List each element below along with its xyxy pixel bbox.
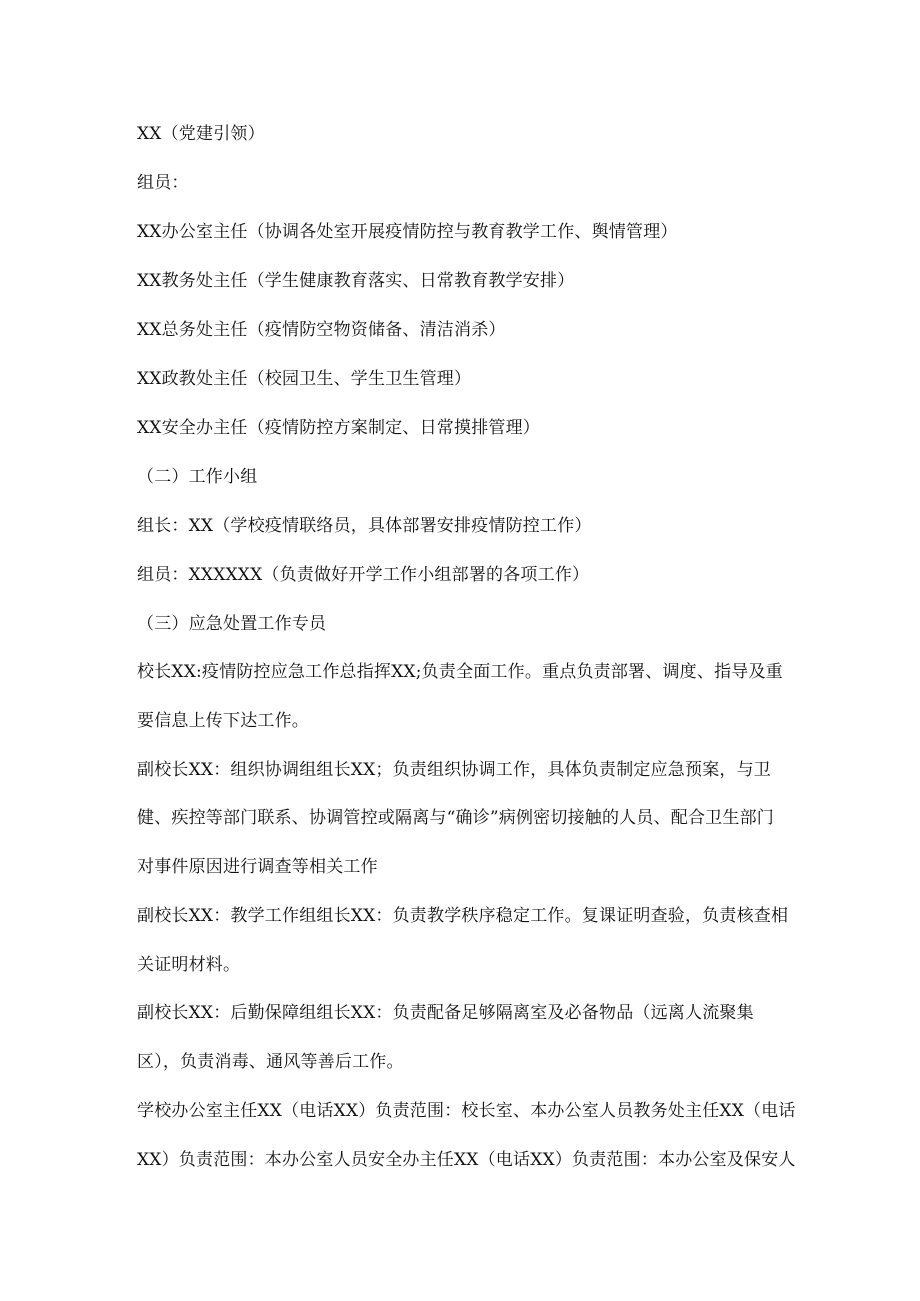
text-line: 关证明材料。 bbox=[137, 955, 241, 975]
text-line: XX（党建引领） bbox=[137, 124, 265, 144]
text-line: XX安全办主任（疫情防控方案制定、日常摸排管理） bbox=[137, 418, 541, 438]
text-line: 副校长XX：教学工作组组长XX：负责教学秩序稳定工作。复课证明查验，负责核查相 bbox=[137, 906, 789, 926]
text-line: XX）负责范围：本办公室人员安全办主任XX（电话XX）负责范围：本办公室及保安人 bbox=[137, 1150, 796, 1170]
text-line: 组员：XXXXXX（负责做好开学工作小组部署的各项工作） bbox=[137, 565, 590, 585]
text-line: 要信息上传下达工作。 bbox=[137, 711, 309, 731]
text-line: 区），负责消毒、通风等善后工作。 bbox=[137, 1052, 404, 1072]
text-line: 校长XX:疫情防控应急工作总指挥XX;负责全面工作。重点负责部署、调度、指导及重 bbox=[137, 662, 783, 682]
text-line: 副校长XX：组织协调组组长XX；负责组织协调工作，具体负责制定应急预案，与卫 bbox=[137, 760, 772, 780]
text-line: 学校办公室主任XX（电话XX）负责范围：校长室、本办公室人员教务处主任XX（电话 bbox=[137, 1101, 796, 1121]
text-line: XX政教处主任（校园卫生、学生卫生管理） bbox=[137, 369, 472, 389]
section-heading: （二）工作小组 bbox=[137, 467, 258, 487]
text-line: 健、疾控等部门联系、协调管控或隔离与“确诊”病例密切接触的人员、配合卫生部门 bbox=[137, 808, 774, 828]
text-line: XX教务处主任（学生健康教育落实、日常教育教学安排） bbox=[137, 271, 575, 291]
text-line: 对事件原因进行调查等相关工作 bbox=[137, 857, 378, 877]
section-heading: （三）应急处置工作专员 bbox=[137, 614, 327, 634]
text-line: 组长：XX（学校疫情联络员，具体部署安排疫情防控工作） bbox=[137, 516, 592, 536]
text-line: 组员： bbox=[137, 173, 189, 193]
text-line: XX总务处主任（疫情防空物资储备、清洁消杀） bbox=[137, 320, 506, 340]
text-line: 副校长XX：后勤保障组组长XX：负责配备足够隔离室及必备物品（远离人流聚集 bbox=[137, 1003, 754, 1023]
text-line: XX办公室主任（协调各处室开展疫情防控与教育教学工作、舆情管理） bbox=[137, 222, 678, 242]
